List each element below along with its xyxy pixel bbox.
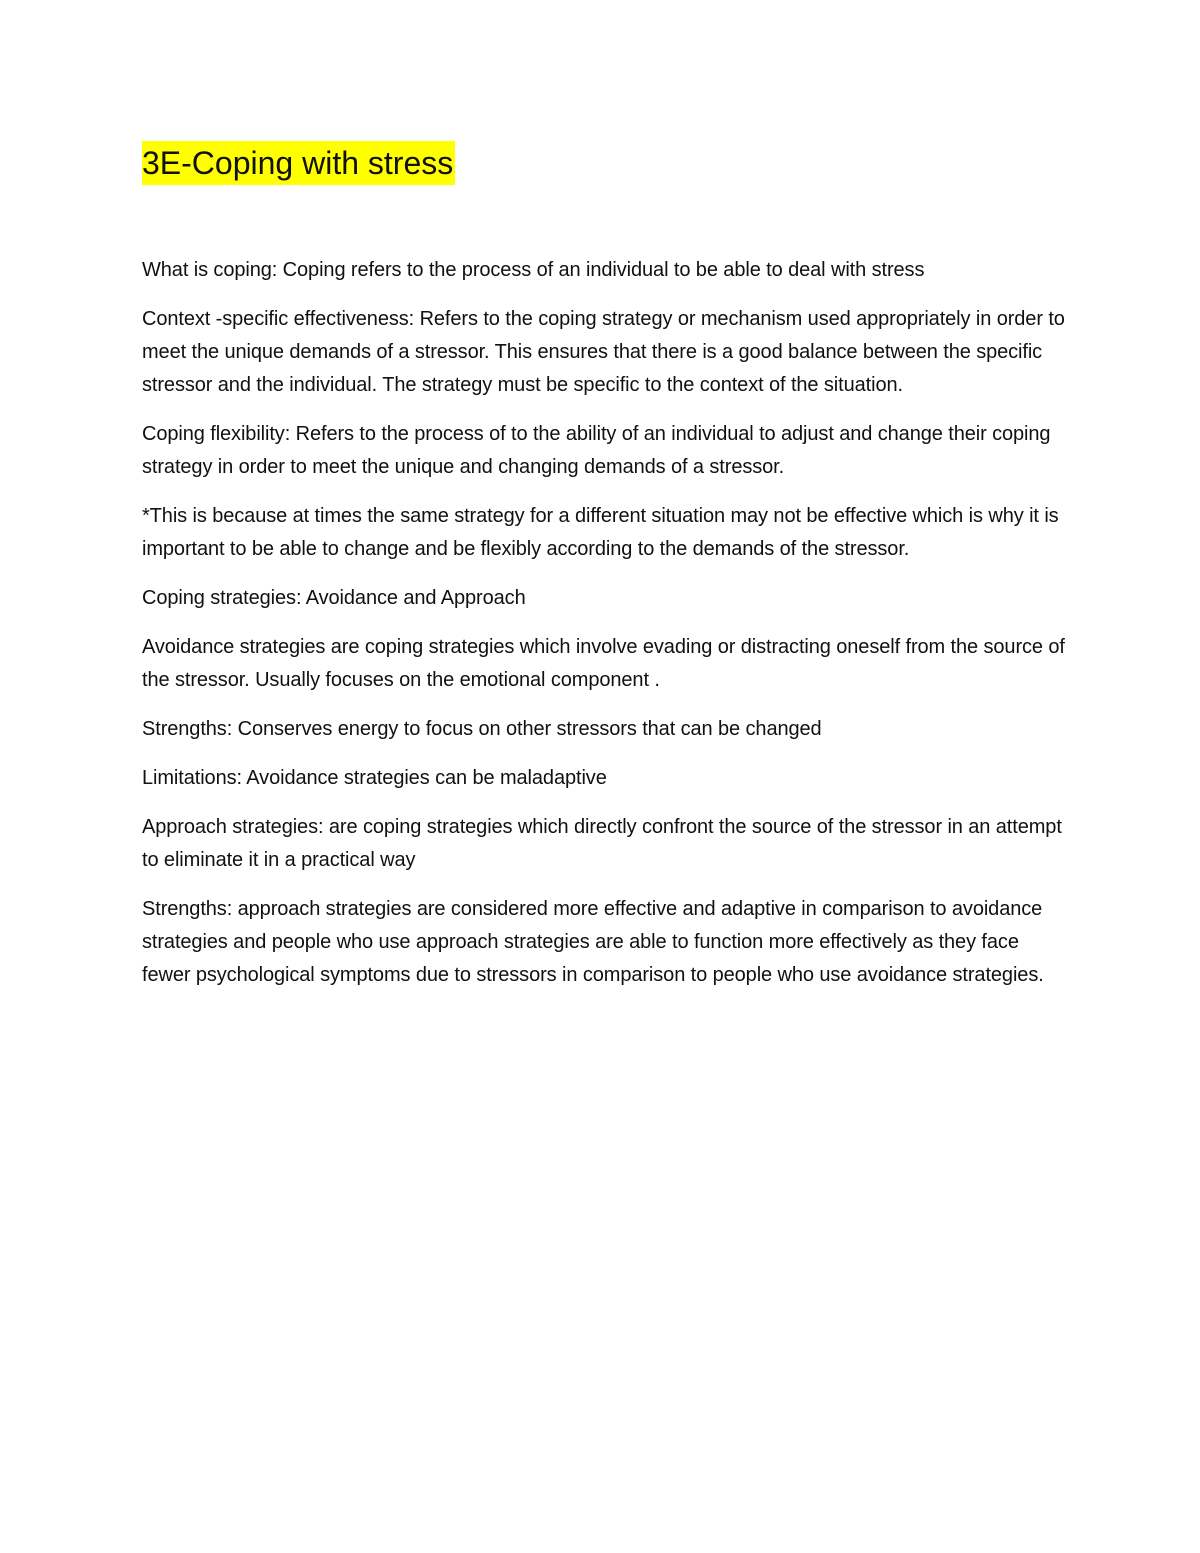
- paragraph-coping-strategies: Coping strategies: Avoidance and Approach: [142, 587, 526, 609]
- paragraph-avoidance-strategies: Avoidance strategies are coping strategies which involve evading or distracting oneself from the source of the stressor. Usually focuses on the emotional component .: [142, 636, 1065, 691]
- document-title: 3E-Coping with stress: [142, 141, 455, 185]
- paragraph-avoidance-limitations: Limitations: Avoidance strategies can be maladaptive: [142, 767, 607, 789]
- document-title-container: [142, 140, 1067, 186]
- document-body: [142, 254, 1067, 992]
- paragraph-flexibility-note: *This is because at times the same strategy for a different situation may not be effective which is why it is important to be able to change and be flexibly according to the demands of the stressor.: [142, 505, 1059, 560]
- paragraph-context-specific-effectiveness: Context -specific effectiveness: Refers to the coping strategy or mechanism used appropriately in order to meet the unique demands of a stressor. This ensures that there is a good balance between the specific stressor and the individual. The strategy must be specific to the context of the situation.: [142, 308, 1065, 396]
- paragraph-what-is-coping: What is coping: Coping refers to the process of an individual to be able to deal with stress: [142, 259, 925, 281]
- paragraph-approach-strategies: Approach strategies: are coping strategies which directly confront the source of the stressor in an attempt to eliminate it in a practical way: [142, 816, 1062, 871]
- paragraph-coping-flexibility: Coping flexibility: Refers to the process of to the ability of an individual to adjust and change their coping strategy in order to meet the unique and changing demands of a stressor.: [142, 423, 1051, 478]
- document-page: [142, 140, 1067, 1008]
- paragraph-approach-strengths: Strengths: approach strategies are considered more effective and adaptive in comparison to avoidance strategies and people who use approach strategies are able to function more effectively as they face fewer psychological symptoms due to stressors in comparison to people who use avoidance strategies.: [142, 898, 1044, 986]
- paragraph-avoidance-strengths: Strengths: Conserves energy to focus on other stressors that can be changed: [142, 718, 822, 740]
